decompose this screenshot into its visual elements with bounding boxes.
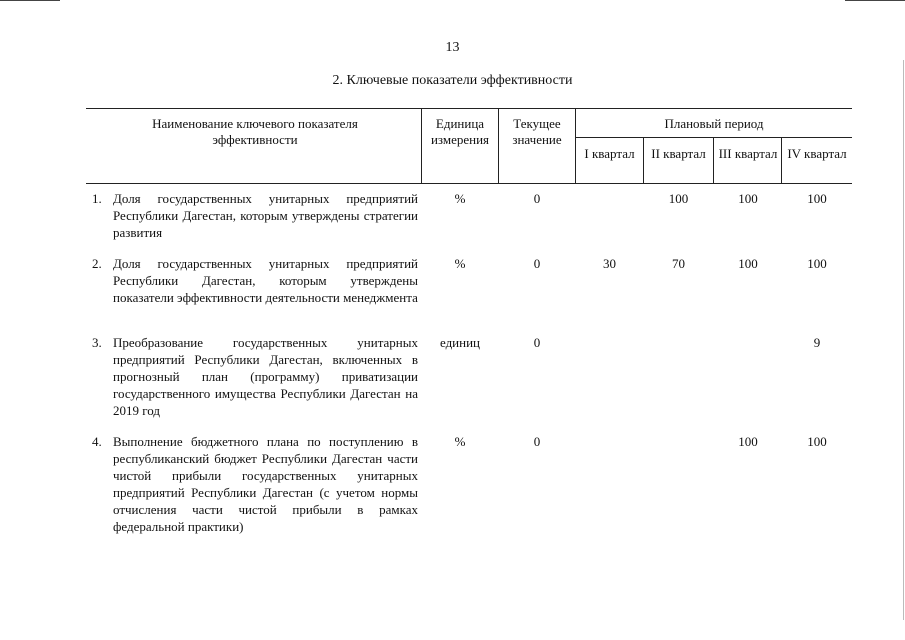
row-unit: % [454, 434, 466, 449]
row-q2: 100 [668, 191, 689, 206]
row-number: 4. [92, 434, 102, 449]
row-q3: 100 [738, 256, 758, 271]
col-divider-4 [643, 137, 644, 184]
row-unit: % [454, 256, 466, 271]
row-name: Доля государственных унитарных предприятий Республики Дагестан, которым утверждены стратегии развития [113, 191, 418, 240]
header-name: Наименование ключевого показателя эффективности [152, 116, 358, 147]
section-title: 2. Ключевые показатели эффективности [332, 73, 573, 88]
header-q2: II квартал [651, 146, 706, 161]
col-divider-6 [781, 137, 782, 184]
row-number: 3. [92, 335, 102, 350]
row-number: 2. [92, 256, 102, 271]
header-q1: I квартал [584, 146, 635, 161]
table-top-rule [86, 108, 852, 109]
row-q4: 100 [807, 256, 827, 271]
row-unit: единиц [439, 335, 481, 350]
row-current: 0 [533, 256, 541, 271]
row-q3: 100 [738, 434, 758, 449]
row-current: 0 [533, 191, 541, 206]
row-current: 0 [533, 434, 541, 449]
header-planned: Плановый период [664, 116, 764, 131]
row-q4: 9 [813, 335, 821, 350]
scan-edge-top-right [845, 0, 905, 1]
row-q3: 100 [738, 191, 758, 206]
row-q4: 100 [807, 434, 827, 449]
row-name: Преобразование государственных унитарных предприятий Республики Дагестан, включенных в прогнозный план (программу) приватизации государственного имущества Республики Дагестан на 2019 год [113, 335, 418, 418]
col-divider-1 [421, 108, 422, 184]
row-q1: 30 [603, 256, 616, 271]
page-number: 13 [445, 40, 460, 55]
header-bottom-rule [86, 183, 852, 184]
row-name: Доля государственных унитарных предприятий Республики Дагестан, которым утверждены показатели эффективности деятельности менеджмента [113, 256, 418, 305]
row-q2: 70 [672, 256, 685, 271]
col-divider-5 [713, 137, 714, 184]
scan-edge-right [903, 60, 904, 620]
row-unit: % [454, 191, 466, 206]
scan-edge-top-left [0, 0, 60, 1]
row-number: 1. [92, 191, 102, 206]
row-name: Выполнение бюджетного плана по поступлению в республиканский бюджет Республики Дагестан части чистой прибыли государственных унитарных предприятий Республики Дагестан (с учетом нормы отчисления части чистой прибыли в рамках федеральной практики) [113, 434, 418, 534]
header-q4: IV квартал [787, 146, 847, 161]
row-current: 0 [533, 335, 541, 350]
header-q3: III квартал [718, 146, 778, 161]
col-divider-2 [498, 108, 499, 184]
header-unit: Единица измерения [430, 116, 490, 147]
row-q4: 100 [807, 191, 827, 206]
header-current: Текущее значение [512, 116, 562, 147]
